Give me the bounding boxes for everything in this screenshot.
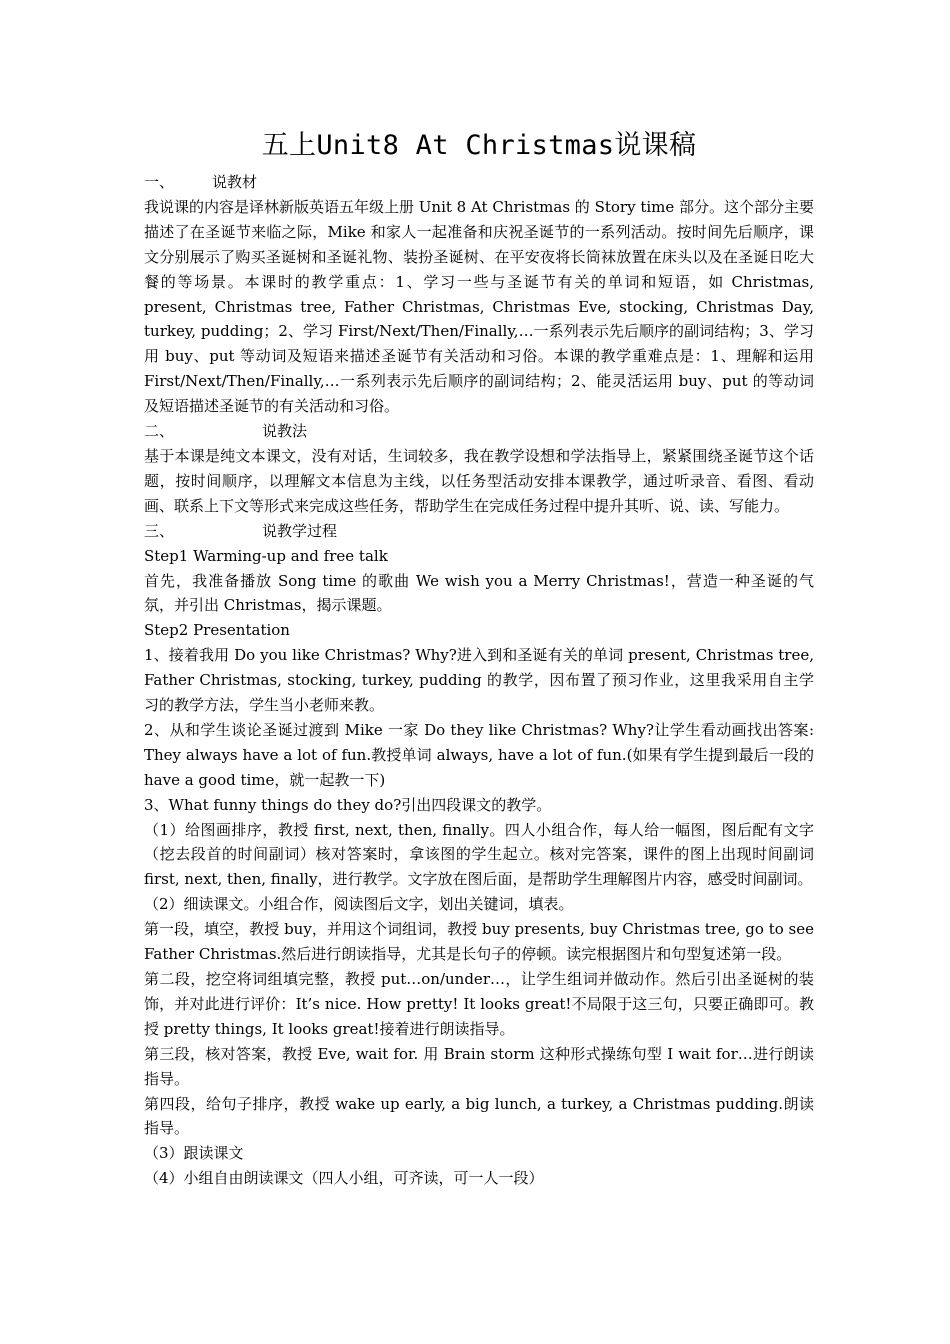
paragraph: 3、What funny things do they do?引出四段课文的教学。: [144, 795, 552, 814]
paragraph: （4）小组自由朗读课文（四人小组，可齐读，可一人一段）: [144, 1169, 544, 1188]
paragraph: （3）跟读课文: [144, 1144, 244, 1163]
section-heading-1: [144, 170, 814, 195]
paragraph: 首先，我准备播放 Song time 的歌曲 We wish you a Merry Christmas!，营造一种圣诞的气氛，并引出 Christmas，揭示课题。: [144, 571, 814, 615]
paragraph: 第四段，给句子排序，教授 wake up early, a big lunch, a turkey, a Christmas pudding.朗读指导。: [144, 1094, 814, 1138]
section-number: 一、: [144, 173, 175, 191]
paragraph-textbook: 我说课的内容是译林新版英语五年级上册 Unit 8 At Christmas 的 Story time 部分。这个部分主要描述了在圣诞节来临之际，Mike 和家人一起准备和庆祝圣诞节的一系列活动。按时间先后顺序，课文分别展示了购买圣诞树和圣诞礼物、装扮圣诞树、在平安夜将长筒袜放置在床头以及在圣诞日吃大餐的等场景。本课时的教学重点：1、学习一些与圣诞节有关的单词和短语，如 Christmas, present, Christmas tree, Father Christmas, Christmas Eve, stocking, Christmas Day, turkey, pudding；2、学习 First/Next/Then/Finally,…一系列表示先后顺序的副词结构；3、学习用 buy、put 等动词及短语来描述圣诞节有关活动和习俗。本课的教学重难点是：1、理解和运用 First/Next/Then/Finally,…一系列表示先后顺序的副词结构；2、能灵活运用 buy、put 的等动词及短语描述圣诞节的有关活动和习俗。: [144, 197, 815, 416]
section-heading-2: [144, 419, 814, 444]
paragraph: （1）给图画排序，教授 first, next, then, finally。四人小组合作，每人给一幅图，图后配有文字（挖去段首的时间副词）核对答案时，拿该图的学生起立。核对完答案，课件的图上出现时间副词 first, next, then, finally，进行教学。文字放在图后面，是帮助学生理解图片内容，感受时间副词。: [144, 820, 814, 889]
paragraph-method: 基于本课是纯文本课文，没有对话，生词较多，我在教学设想和学法指导上，紧紧围绕圣诞节这个话题，按时间顺序，以理解文本信息为主线，以任务型活动安排本课教学，通过听录音、看图、看动画、联系上下文等形式来完成这些任务，帮助学生在完成任务过程中提升其听、说、读、写能力。: [144, 446, 814, 515]
section-label: 说教学过程: [262, 521, 338, 540]
paragraph: 1、接着我用 Do you like Christmas? Why?进入到和圣诞有关的单词 present, Christmas tree, Father Christmas, stocking, turkey, pudding 的教学，因布置了预习作业，这里我采用自主学习的教学方法，学生当小老师来教。: [144, 646, 814, 715]
paragraph: 第三段，核对答案，教授 Eve, wait for. 用 Brain storm 这种形式操练句型 I wait for…进行朗读指导。: [144, 1044, 814, 1088]
paragraph: 2、从和学生谈论圣诞过渡到 Mike 一家 Do they like Christmas? Why?让学生看动画找出答案: They always have a lot of fun.教授单词 always, have a lot of fun.(如果有学生提到最后一段的 have a good time，就一起教一下): [144, 720, 814, 789]
step-heading: Step1 Warming-up and free talk: [144, 546, 388, 565]
document-title: 五上Unit8 At Christmas说课稿: [261, 130, 697, 161]
paragraph: （2）细读课文。小组合作，阅读图后文字，划出关键词，填表。: [144, 895, 574, 914]
section-number: 三、: [144, 521, 175, 540]
paragraph: 第二段，挖空将词组填完整，教授 put…on/under…，让学生组词并做动作。然后引出圣诞树的装饰，并对此进行评价：It’s nice. How pretty! It looks great!不局限于这三句，只要正确即可。教授 pretty things, It looks great!接着进行朗读指导。: [144, 970, 814, 1038]
paragraph: 第一段，填空，教授 buy，并用这个词组词，教授 buy presents, buy Christmas tree, go to see Father Christmas.然后进行朗读指导，尤其是长句子的停顿。读完根据图片和句型复述第一段。: [144, 920, 814, 964]
section-heading-3: [144, 519, 814, 544]
section-label: 说教材: [212, 173, 258, 191]
section-number: 二、: [144, 422, 175, 441]
section-label: 说教法: [262, 422, 308, 441]
step-heading: Step2 Presentation: [144, 621, 290, 640]
